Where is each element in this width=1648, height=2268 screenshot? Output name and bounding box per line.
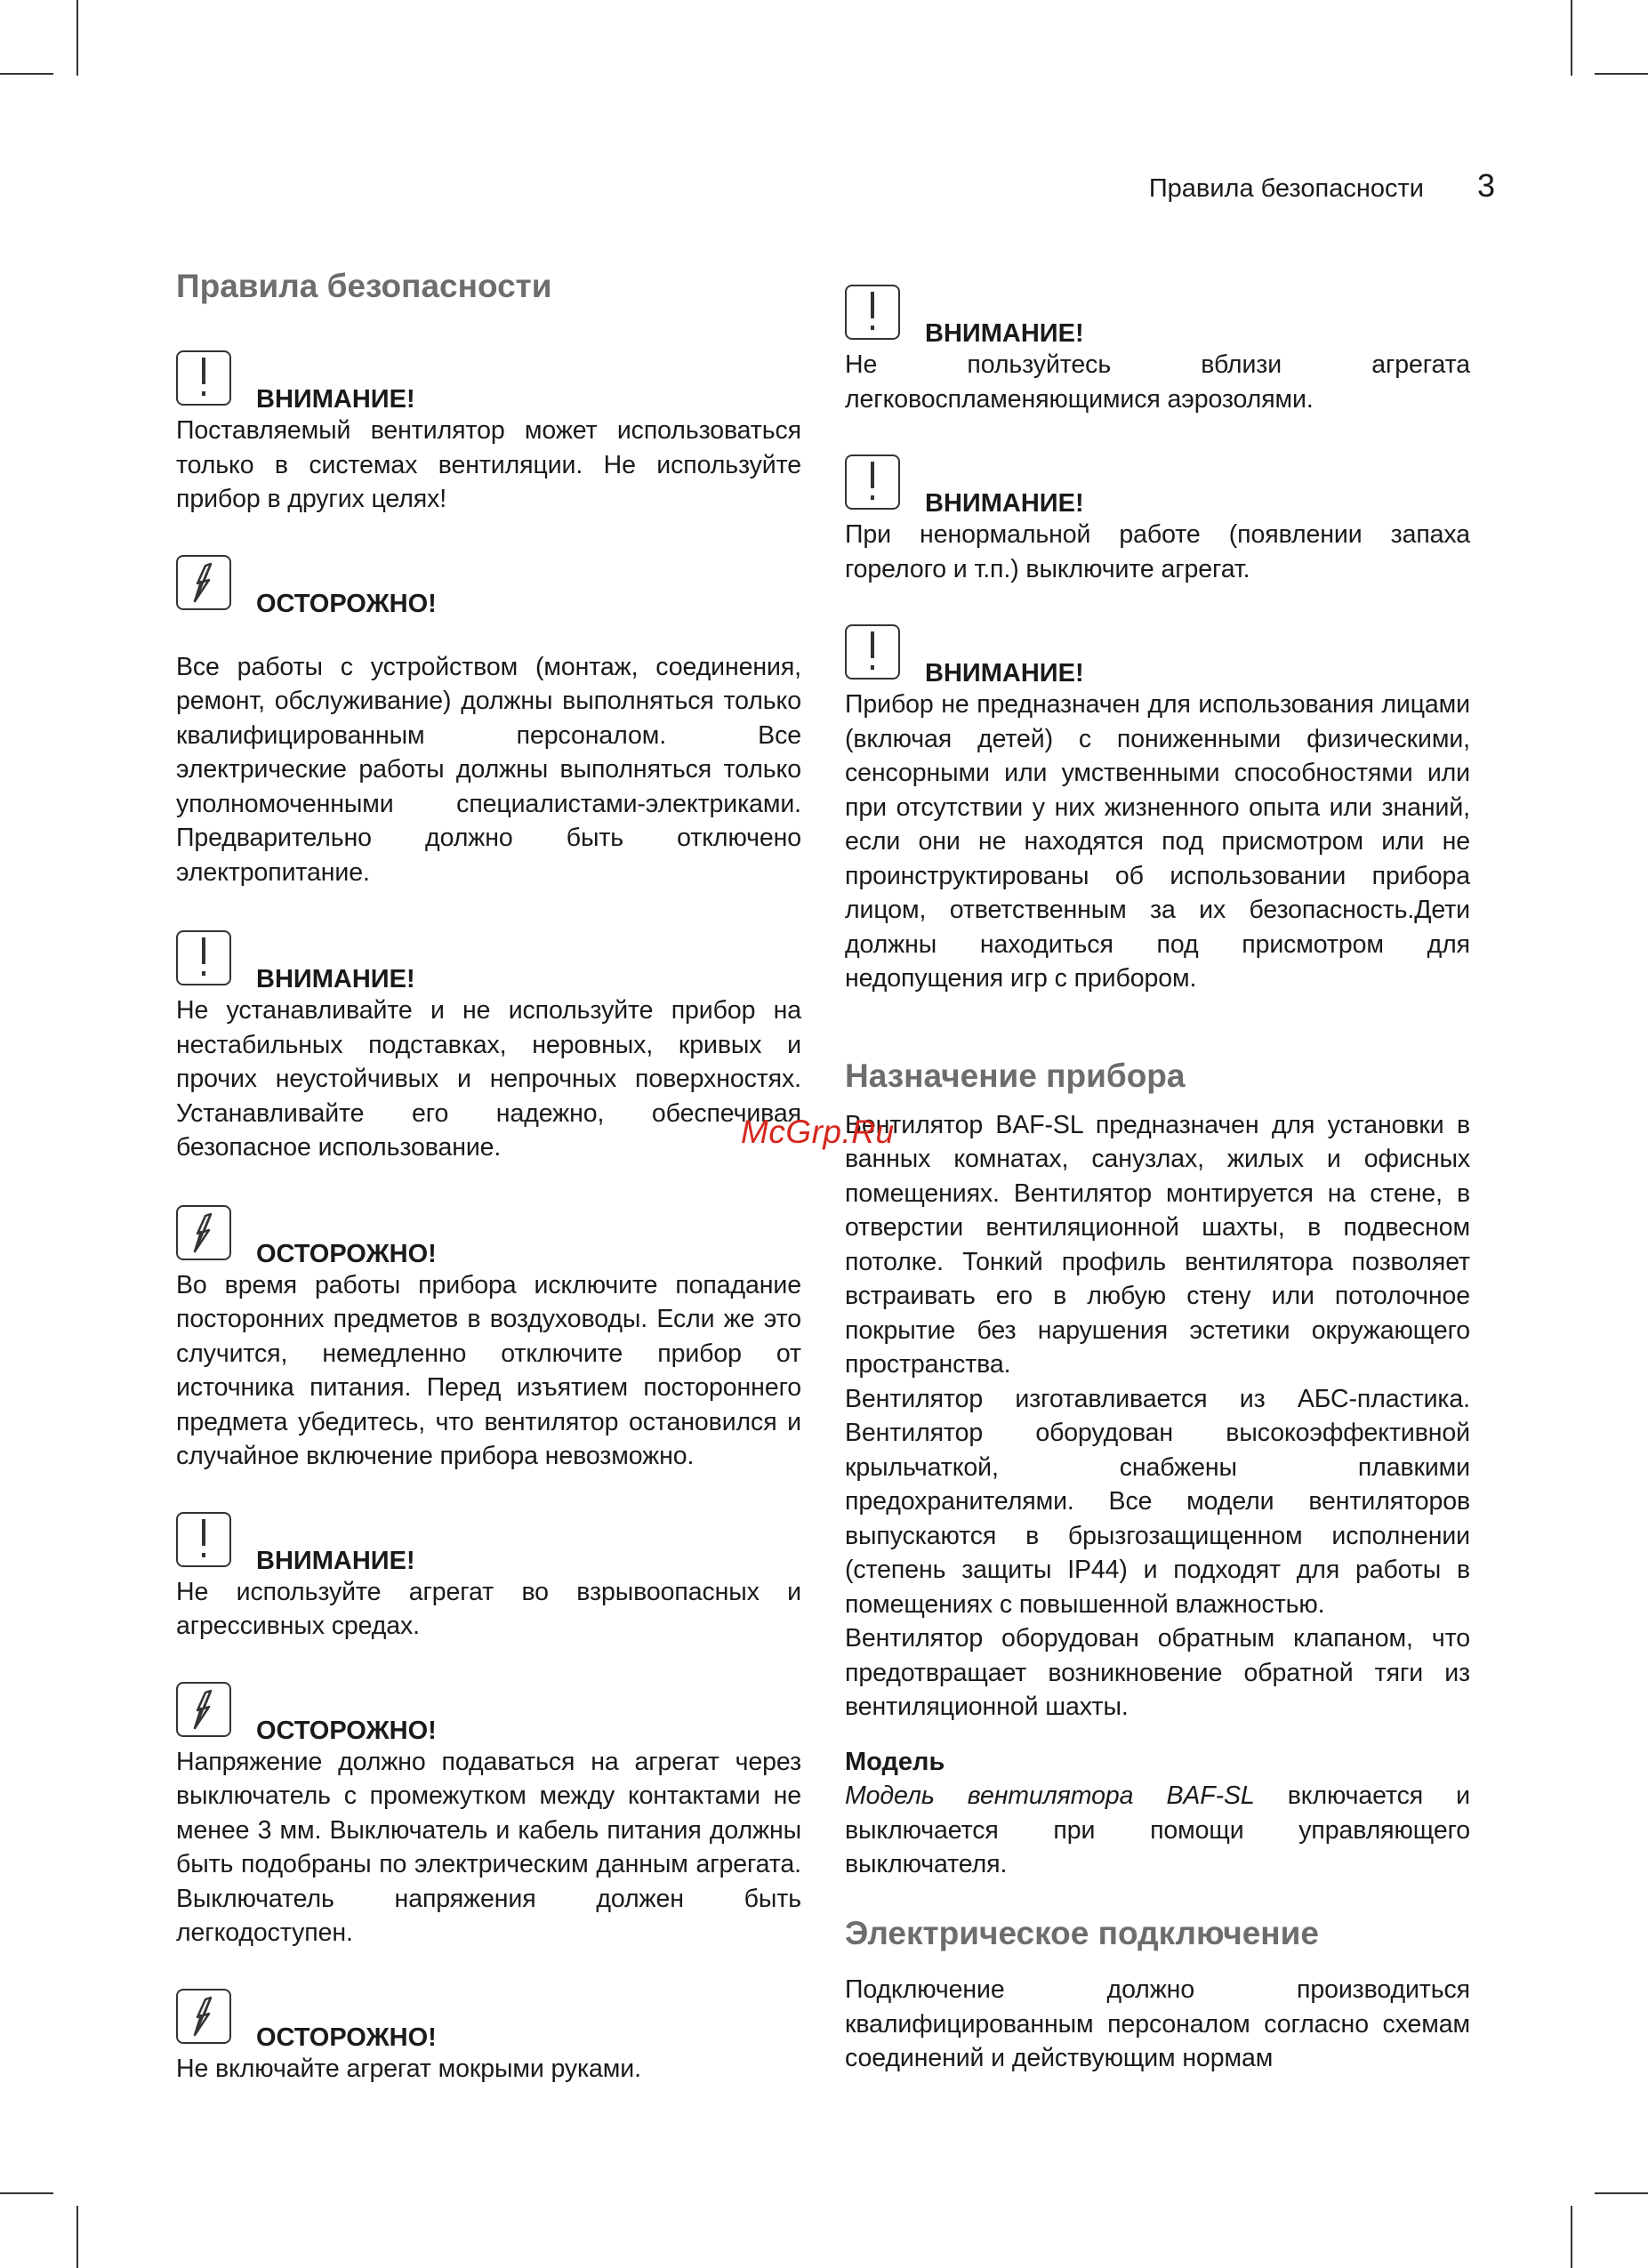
model-title: Модель — [845, 1747, 945, 1776]
notice-attention — [176, 342, 801, 517]
crop-mark — [76, 2206, 78, 2268]
notice-caution — [176, 546, 801, 890]
section-title-electrical: Электрическое подключение — [845, 1914, 1319, 1951]
notice-label: ОСТОРОЖНО! — [256, 1716, 437, 1745]
notice-attention — [845, 276, 1470, 416]
exclamation-icon — [845, 454, 900, 510]
crop-mark — [1595, 2192, 1648, 2194]
notice-attention — [845, 615, 1470, 996]
notice-text: Не включайте агрегат мокрыми руками. — [176, 2054, 641, 2083]
notice-text: Во время работы прибора исключите попадание посторонних предметов в воздуховоды. Если же это случится, немедленно отключите прибор от источника питания. Перед изъятием постороннего предмета убедитесь, что вентилятор остановился и случайное включение прибора невозможно. — [176, 1270, 801, 1471]
notice-text: Прибор не предназначен для использования лицами (включая детей) с пониженными физическими, сенсорными или умственными способностями или при отсутствии у них жизненного опыта или знаний, если они не находятся под присмотром или не проинструктированы об использовании прибора лицом, ответственным за их безопасность.Дети должны находиться под присмотром для недопущения игр с прибором. — [845, 690, 1470, 993]
page-number: 3 — [1476, 167, 1495, 204]
purpose-paragraph: Вентилятор BAF-SL предназначен для установки в ванных комнатах, санузлах, жилых и офисных помещениях. Вентилятор монтируется на стене, в отверстии вентиляционной шахты, в подвесном потолке. Тонкий профиль вентилятора позволяет встраивать его в любую стену или потолочное покрытие без нарушения эстетики окружающего пространства. — [845, 1110, 1470, 1379]
notice-text: Напряжение должно подаваться на агрегат через выключатель с промежутком между контактами не менее 3 мм. Выключатель и кабель питания должны быть подобраны по электрическим данным агрегата. Выключатель напряжения должен быть легкодоступен. — [176, 1747, 801, 1948]
notice-text: Не используйте агрегат во взрывоопасных и агрессивных средах. — [176, 1577, 801, 1641]
notice-label: ОСТОРОЖНО! — [256, 589, 437, 618]
lightning-icon — [176, 1682, 231, 1737]
watermark: McGrp.Ru — [741, 1114, 895, 1150]
exclamation-icon — [176, 1512, 231, 1567]
crop-mark — [0, 73, 53, 75]
notice-label: ВНИМАНИЕ! — [925, 659, 1084, 688]
notice-label: ВНИМАНИЕ! — [256, 385, 415, 414]
lightning-icon — [176, 555, 231, 610]
model-paragraph — [845, 1779, 1470, 1882]
notice-text: Все работы с устройством (монтаж, соединения, ремонт, обслуживание) должны выполняться только квалифицированным персоналом. Все электрические работы должны выполняться только уполномоченными специалистами-электриками. Предварительно должно быть отключено электропитание. — [176, 652, 801, 887]
exclamation-icon — [176, 930, 231, 985]
notice-text: Поставляемый вентилятор может использоваться только в системах вентиляции. Не используйте прибор в других целях! — [176, 416, 801, 514]
model-name: Модель вентилятора BAF-SL — [845, 1781, 1255, 1811]
notice-label: ВНИМАНИЕ! — [256, 965, 415, 994]
notice-caution — [176, 1673, 801, 1950]
notice-label: ВНИМАНИЕ! — [925, 319, 1084, 348]
exclamation-icon — [176, 350, 231, 406]
running-header — [1149, 167, 1495, 205]
lightning-icon — [176, 1205, 231, 1260]
purpose-paragraph: Вентилятор изготавливается из АБС-пластика. Вентилятор оборудован высокоэффективной крыльчаткой, снабжены плавкими предохранителями. Все модели вентиляторов выпускаются в брызгозащищенном исполнении (степень защиты IP44) и подходят для работы в помещениях с повышенной влажностью. — [845, 1384, 1470, 1619]
crop-mark — [76, 0, 78, 76]
section-title-purpose: Назначение прибора — [845, 1057, 1186, 1094]
notice-label: ВНИМАНИЕ! — [925, 489, 1084, 518]
notice-label: ОСТОРОЖНО! — [256, 1239, 437, 1268]
right-column — [845, 276, 1470, 2076]
lightning-icon — [176, 1989, 231, 2044]
notice-attention — [176, 921, 801, 1165]
notice-caution — [176, 1980, 801, 2087]
notice-label: ВНИМАНИЕ! — [256, 1546, 415, 1575]
notice-text: Не пользуйтесь вблизи агрегата легковоспламеняющимися аэрозолями. — [845, 350, 1470, 414]
model-text: включается и выключается при помощи управляющего выключателя. — [845, 1781, 1470, 1879]
exclamation-icon — [845, 624, 900, 680]
crop-mark — [0, 2192, 53, 2194]
crop-mark — [1571, 2206, 1572, 2268]
exclamation-icon — [845, 285, 900, 340]
electrical-paragraph: Подключение должно производиться квалифицированным персоналом согласно схемам соединений и действующим нормам — [845, 1975, 1470, 2073]
running-title: Правила безопасности — [1148, 174, 1424, 203]
notice-label: ОСТОРОЖНО! — [256, 2023, 437, 2052]
left-column — [176, 267, 801, 2086]
notice-caution — [176, 1196, 801, 1474]
notice-attention — [845, 446, 1470, 586]
purpose-paragraph: Вентилятор оборудован обратным клапаном, что предотвращает возникновение обратной тяги из вентиляционной шахты. — [845, 1624, 1470, 1722]
notice-text: Не устанавливайте и не используйте прибор на нестабильных подставках, неровных, кривых и прочих неустойчивых и непрочных поверхностях. Устанавливайте его надежно, обеспечивая безопасное использование. — [176, 996, 801, 1162]
notice-text: При ненормальной работе (появлении запаха горелого и т.п.) выключите агрегат. — [845, 520, 1470, 583]
section-title-safety: Правила безопасности — [176, 268, 552, 304]
crop-mark — [1595, 73, 1648, 75]
crop-mark — [1571, 0, 1572, 76]
notice-attention — [176, 1503, 801, 1644]
